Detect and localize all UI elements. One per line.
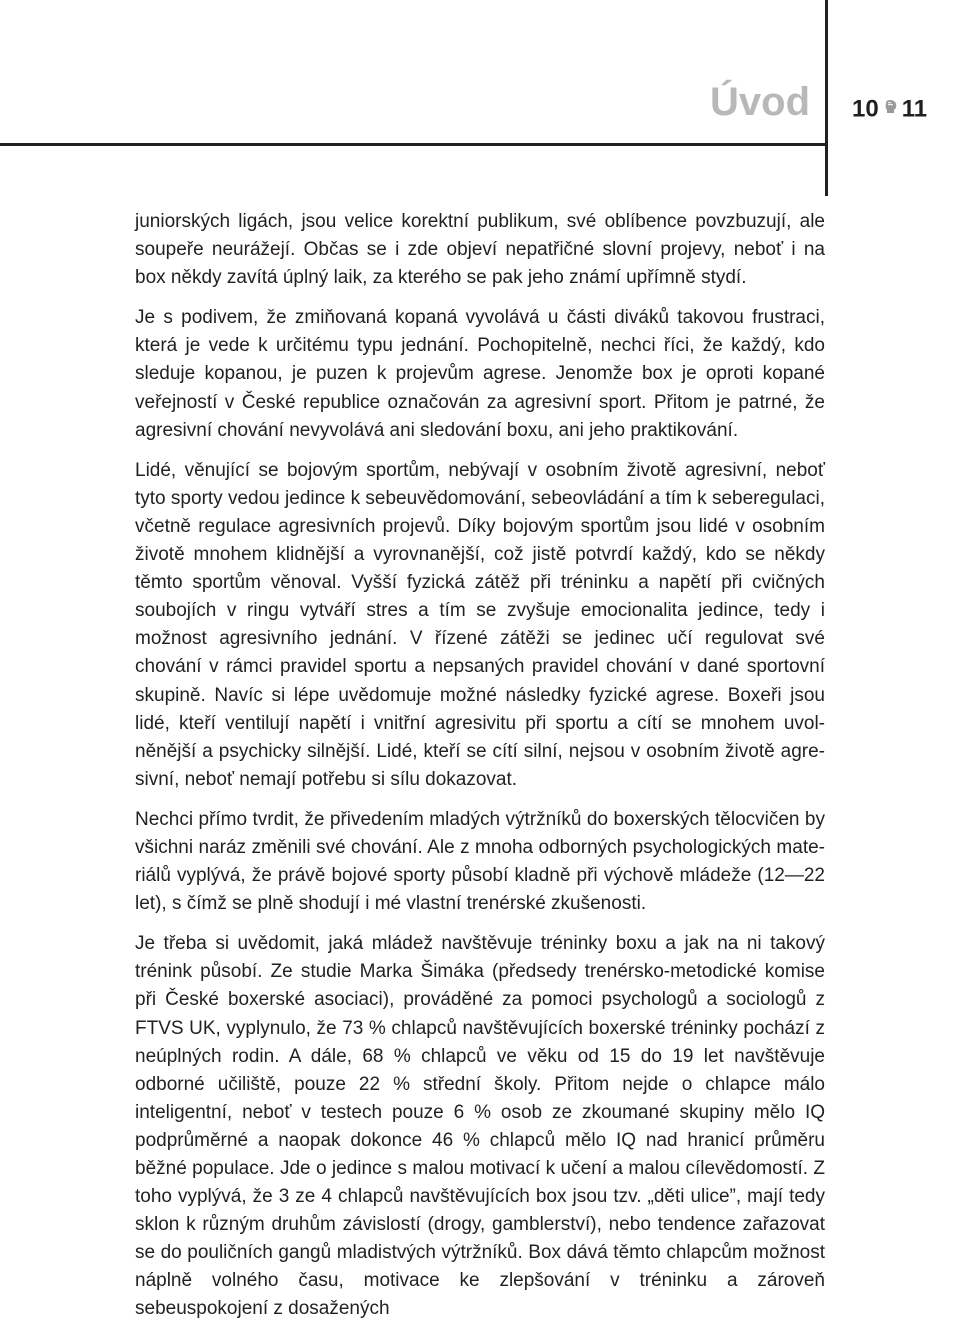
paragraph: juniorských ligách, jsou velice korektní publikum, své oblíbence povzbuzují, ale soupeře neurážejí. Občas se i zde objeví nepatřičné slovní projevy, neboť i na box někdy zavítá úplný laik, za kterého se pak jeho známí upřímně stydí. xyxy=(135,211,825,289)
page-numbers xyxy=(852,92,927,128)
boxing-glove-icon xyxy=(883,92,899,124)
page-number-right: 11 xyxy=(901,95,928,123)
header-vertical-rule xyxy=(825,0,828,196)
paragraph: Lidé, věnující se bojovým sportům, nebývají v osobním životě agresivní, neboť tyto sporty vedou jedince k sebeuvědomování, sebeovládání a tím k seberegulaci, včetně regulace agresivních projevů. Díky bojovým sportům jsou lidé v osobním životě mnohem klidnější a vyrovnanější, což jistě potvrdí každý, kdo se někdy těmto sportům věnoval. Vyšší fyzická zátěž při tréninku a napětí při cvičných soubojích v ringu vytváří stres a tím se zvyšuje emocionalita jedince, tedy i možnost agresivního jednání. V řízené zátěži se jedinec učí regulovat své chování v rámci pravidel sportu a nepsaných pravidel chování v dané sportovní skupině. Navíc si lépe uvědomuje možné následky fyzické agrese. Boxeři jsou lidé, kteří ventilují napětí i vnitřní agresivitu při sportu a cítí se mnohem uvolněnější a psychicky silnější. Lidé, kteří se cítí silní, nejsou v osobním životě agresivní, neboť nemají potřebu si sílu dokazovat. xyxy=(135,459,825,790)
paragraph: Nechci přímo tvrdit, že přivedením mladých výtržníků do boxerských tělocvičen by všichni naráz změnili své chování. Ale z mnoha odborných psychologických materiálů vyplývá, že právě bojové sporty působí kladně při výchově mládeže (12—22 let), s čímž se plně shodují i mé vlastní trenérské zkušenosti. xyxy=(135,808,825,915)
paragraph: Je třeba si uvědomit, jaká mládež navštěvuje tréninky boxu a jak na ni takový trénink působí. Ze studie Marka Šimáka (předsedy trenérsko-metodické komise při České boxerské asociaci), prováděné za pomoci psychologů a sociologů z FTVS UK, vyplynulo, že 73 % chlapců navštěvujících boxerské tréninky pochází z neúplných rodin. A dále, 68 % chlapců ve věku od 15 do 19 let navštěvuje odborné učiliště, pouze 22 % střední školy. Přitom nejde o chlapce málo inteligentní, neboť v testech pouze 6 % osob ze zkoumané skupiny mělo IQ podprůměrné a naopak dokonce 46 % chlapců mělo IQ nad hranicí průměru běžné populace. Jde o jedince s malou motivací k učení a malou cílevědomostí. Z toho vyplývá, že 3 ze 4 chlapců navštěvujících box jsou tzv. „děti ulice”, mají tedy sklon k různým druhům závislostí (drogy, gamblerství), nebo tendence zařazovat se do pouličních gangů mladistvých výtržníků. Box dává těmto chlapcům možnost náplně volného času, motivace ke zlepšování v tréninku a zároveň sebeuspokojení z dosažených xyxy=(135,933,825,1320)
chapter-title: Úvod xyxy=(710,80,810,124)
paragraph: Je s podivem, že zmiňovaná kopaná vyvolává u části diváků takovou frustraci, která je vede k určitému typu jednání. Pochopitelně, nechci říci, že každý, kdo sleduje kopanou, je puzen k projevům agrese. Jenomže box je oproti kopané veřejností v České republice označován za agresivní sport. Přitom je patrné, že agresivní chování nevyvolává ani sledování boxu, ani jeho praktikování. xyxy=(135,307,825,441)
page-number-left: 10 xyxy=(852,95,879,123)
header-rule xyxy=(0,143,828,146)
page-body xyxy=(135,208,825,1336)
